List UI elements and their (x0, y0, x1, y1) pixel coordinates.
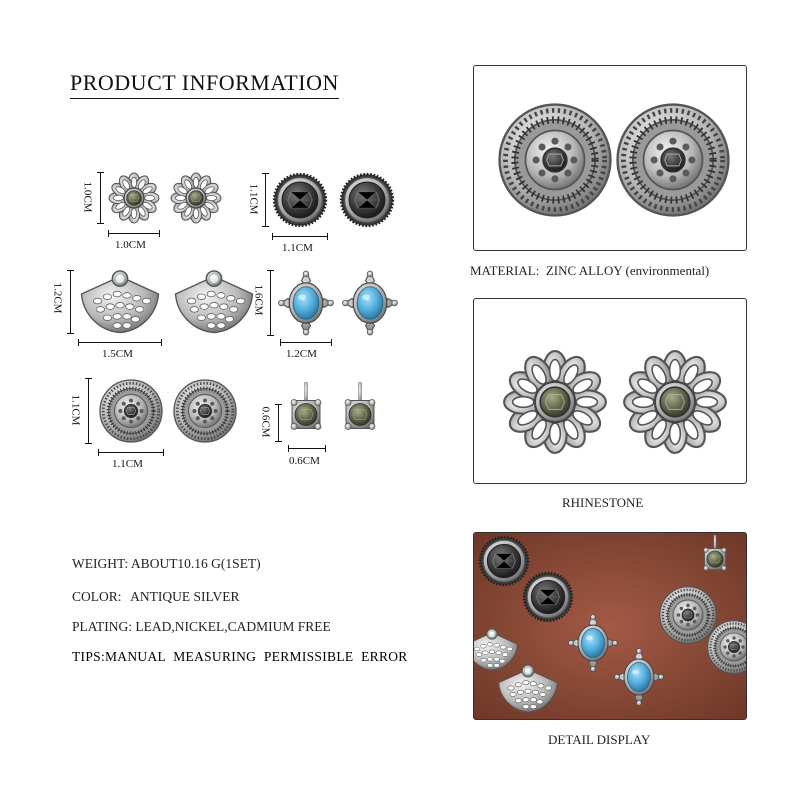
height-marker (100, 172, 101, 224)
width-marker (98, 452, 164, 453)
width-marker (288, 448, 326, 449)
height-label: 1.2CM (51, 282, 64, 314)
plating-spec: PLATING: LEAD,NICKEL,CADMIUM FREE (72, 619, 331, 634)
width-label: 1.2CM (286, 348, 317, 360)
medallion-stud-right (172, 378, 238, 444)
height-label: 1.6CM (252, 284, 265, 316)
height-label: 1.1CM (69, 394, 82, 426)
height-marker (88, 378, 89, 444)
width-marker (272, 236, 328, 237)
material-caption (470, 263, 709, 279)
rhinestone-photo (473, 298, 747, 484)
height-label: 1.1CM (247, 183, 260, 215)
width-marker (108, 233, 160, 234)
width-label: 0.6CM (289, 455, 320, 467)
weight-spec: WEIGHT: ABOUT10.16 G(1SET) (72, 556, 261, 571)
width-marker (280, 342, 332, 343)
page-title: PRODUCT INFORMATION (70, 70, 339, 99)
rhinestone-caption: RHINESTONE (562, 495, 644, 510)
material-value: ZINC ALLOY (environmental) (545, 263, 710, 278)
width-label: 1.1CM (282, 242, 313, 254)
detail-photo (473, 532, 747, 720)
detail-medallion-2 (706, 619, 747, 675)
prong-stud-right (340, 374, 380, 444)
height-marker (265, 173, 266, 227)
width-label: 1.0CM (115, 239, 146, 251)
medallion-photo-left (496, 101, 614, 219)
width-label: 1.5CM (102, 348, 133, 360)
material-key: MATERIAL: (470, 263, 540, 278)
width-marker (78, 342, 162, 343)
prong-stud-left (286, 374, 326, 444)
detail-turquoise-1 (568, 611, 618, 675)
fan-jacket-earring-left (78, 265, 162, 337)
detail-turquoise-2 (614, 645, 664, 709)
height-marker (270, 270, 271, 336)
medallion-stud-left (98, 378, 164, 444)
fan-jacket-earring-right (172, 265, 256, 337)
material-photo (473, 65, 747, 251)
height-marker (278, 404, 279, 442)
detail-caption: DETAIL DISPLAY (548, 732, 651, 747)
detail-bezel-2 (522, 571, 574, 623)
turquoise-stud-left (278, 268, 334, 338)
flower-photo-right (622, 349, 728, 455)
detail-prong (700, 533, 730, 577)
black-bezel-stud-left (272, 172, 328, 228)
height-marker (70, 270, 71, 334)
black-bezel-stud-right (339, 172, 395, 228)
height-label: 0.6CM (259, 406, 272, 438)
detail-fan-2 (496, 661, 560, 715)
color-spec (72, 589, 240, 605)
flower-stud-left (108, 172, 160, 224)
flower-stud-right (170, 172, 222, 224)
color-value: ANTIQUE SILVER (130, 589, 240, 604)
color-key: COLOR: (72, 589, 122, 604)
height-label: 1.0CM (81, 181, 94, 213)
medallion-photo-right (614, 101, 732, 219)
tips-spec: TIPS:MANUAL MEASURING PERMISSIBLE ERROR (72, 649, 408, 664)
flower-photo-left (502, 349, 608, 455)
turquoise-stud-right (342, 268, 398, 338)
width-label: 1.1CM (112, 458, 143, 470)
